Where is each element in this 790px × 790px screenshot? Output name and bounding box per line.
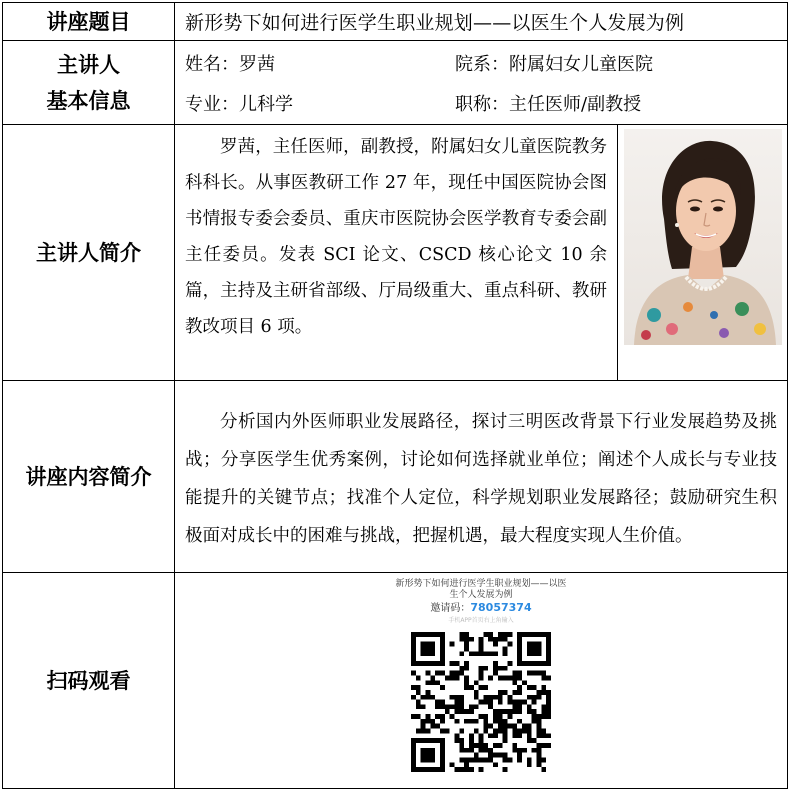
row-scan-to-watch bbox=[3, 573, 788, 789]
label-scan-to-watch: 扫码观看 bbox=[3, 573, 175, 789]
speaker-photo bbox=[617, 125, 787, 380]
qr-title-line1: 新形势下如何进行医学生职业规划——以医 bbox=[395, 579, 567, 589]
label-lecture-content: 讲座内容简介 bbox=[3, 381, 175, 573]
qr-hint: 手机APP首页右上角输入 bbox=[448, 617, 514, 624]
invite-code-value: 78057374 bbox=[470, 601, 532, 614]
basic-info-grid bbox=[185, 50, 777, 116]
lecture-content-text: 分析国内外医师职业发展路径，探讨三明医改背景下行业发展趋势及挑战；分享医学生优秀案例，讨论如何选择就业单位；阐述个人成长与专业技能提升的关键节点；找准个人定位，科学规划职业发展路径；鼓励研究生积极面对成长中的困难与挑战，把握机遇，最大程度实现人生价值。 bbox=[185, 411, 777, 546]
invite-code-label: 邀请码： bbox=[430, 603, 471, 614]
qr-title-line2: 生个人发展为例 bbox=[449, 590, 513, 600]
lecture-info-table bbox=[2, 2, 788, 789]
row-lecture-title bbox=[3, 3, 788, 41]
label-basic-info-line1: 主讲人 bbox=[57, 52, 120, 77]
label-lecture-title: 讲座题目 bbox=[3, 3, 175, 41]
label-basic-info-line2: 基本信息 bbox=[46, 88, 131, 113]
speaker-department: 院系：附属妇女儿童医院 bbox=[455, 53, 653, 75]
qr-code-image[interactable] bbox=[411, 632, 551, 772]
speaker-name: 姓名：罗茜 bbox=[185, 53, 275, 75]
qr-block bbox=[175, 579, 787, 772]
label-basic-info bbox=[3, 41, 175, 125]
speaker-intro-text: 罗茜，主任医师，副教授，附属妇女儿童医院教务科科长。从事医教研工作 27 年，现任中国医院协会图书情报专委会委员、重庆市医院协会医学教育专委会副主任委员。发表 SCI 论文、CSCD 核心论文 10 余篇，主持及主研省部级、厅局级重大、重点科研、教研教改项目 6 项。 bbox=[185, 137, 607, 337]
row-speaker-intro bbox=[3, 125, 788, 381]
row-lecture-content bbox=[3, 381, 788, 573]
label-speaker-intro: 主讲人简介 bbox=[3, 125, 175, 381]
row-basic-info bbox=[3, 41, 788, 125]
lecture-title-value: 新形势下如何进行医学生职业规划——以医生个人发展为例 bbox=[185, 12, 685, 34]
speaker-title: 职称：主任医师/副教授 bbox=[455, 93, 642, 115]
speaker-portrait-image bbox=[624, 129, 782, 345]
speaker-major: 专业：儿科学 bbox=[185, 93, 293, 115]
